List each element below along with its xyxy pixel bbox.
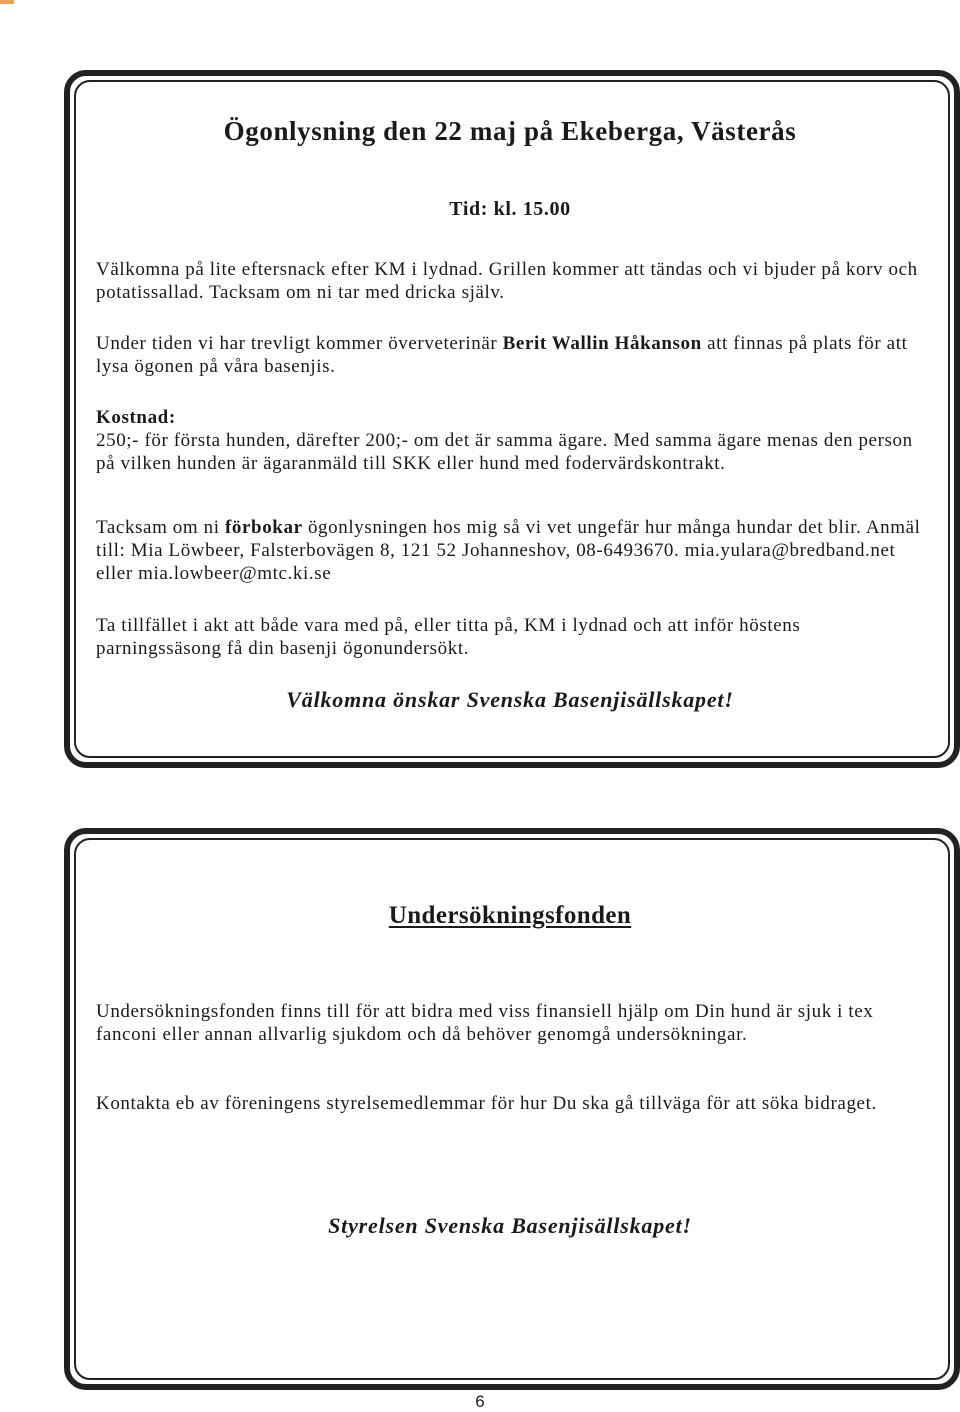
- vet-text-after: att finnas på plats för att lysa ögonen på våra basenjis.: [96, 333, 908, 377]
- booking-text-before: Tacksam om ni: [96, 517, 225, 538]
- notice-closing: Välkomna önskar Svenska Basenjisällskapet!: [286, 687, 734, 712]
- corner-mark: [0, 0, 14, 4]
- vet-text-before: Under tiden vi har trevligt kommer överveterinär: [96, 333, 503, 354]
- booking-text-after: ögonlysningen hos mig så vi vet ungefär hur många hundar det blir. Anmäl till: Mia Löwbeer, Falsterbovägen 8, 121 52 Johanneshov, 08-6493670. mia.yulara@bredband.net eller mia.lowbeer@mtc.ki.se: [96, 517, 921, 584]
- notice-paragraph-booking: [96, 516, 924, 585]
- fund-paragraph-purpose: Undersökningsfonden finns till för att bidra med viss finansiell hjälp om Din hund är sjuk i tex fanconi eller annan allvarlig sjukdom och då behöver genomgå undersökningar.: [96, 1001, 874, 1045]
- booking-bold: förbokar: [224, 517, 303, 538]
- notice-paragraph-vet: [96, 332, 924, 378]
- notice-paragraph-invite: Ta tillfället i akt att både vara med på, eller titta på, KM i lydnad och att inför höstens parningssäsong få din basenji ögonundersökt.: [96, 615, 801, 659]
- notice-title: Ögonlysning den 22 maj på Ekeberga, Västerås: [223, 116, 797, 146]
- fund-paragraph-contact: Kontakta eb av föreningens styrelsemedlemmar för hur Du ska gå tillväga för att söka bidraget.: [96, 1093, 877, 1114]
- fund-closing: Styrelsen Svenska Basenjisällskapet!: [328, 1213, 692, 1238]
- notice-time: Tid: kl. 15.00: [449, 198, 571, 220]
- cost-text: 250;- för första hunden, därefter 200;- om det är samma ägare. Med samma ägare menas den person på vilken hunden är ägaranmäld till SKK eller hund med fodervärdskontrakt.: [96, 430, 913, 474]
- notice-content: [96, 76, 924, 762]
- fund-title: Undersökningsfonden: [388, 902, 632, 929]
- cost-label: Kostnad:: [96, 407, 176, 428]
- notice-paragraph-welcome: Välkomna på lite eftersnack efter KM i lydnad. Grillen kommer att tändas och vi bjuder på korv och potatissallad. Tacksam om ni tar med dricka själv.: [96, 259, 918, 303]
- notice-paragraph-cost: [96, 406, 924, 475]
- page-number: 6: [475, 1392, 485, 1411]
- vet-name: Berit Wallin Håkanson: [502, 333, 702, 354]
- fund-content: [96, 834, 924, 1384]
- fund-box: [64, 828, 960, 1390]
- eye-exam-notice-box: [64, 70, 960, 768]
